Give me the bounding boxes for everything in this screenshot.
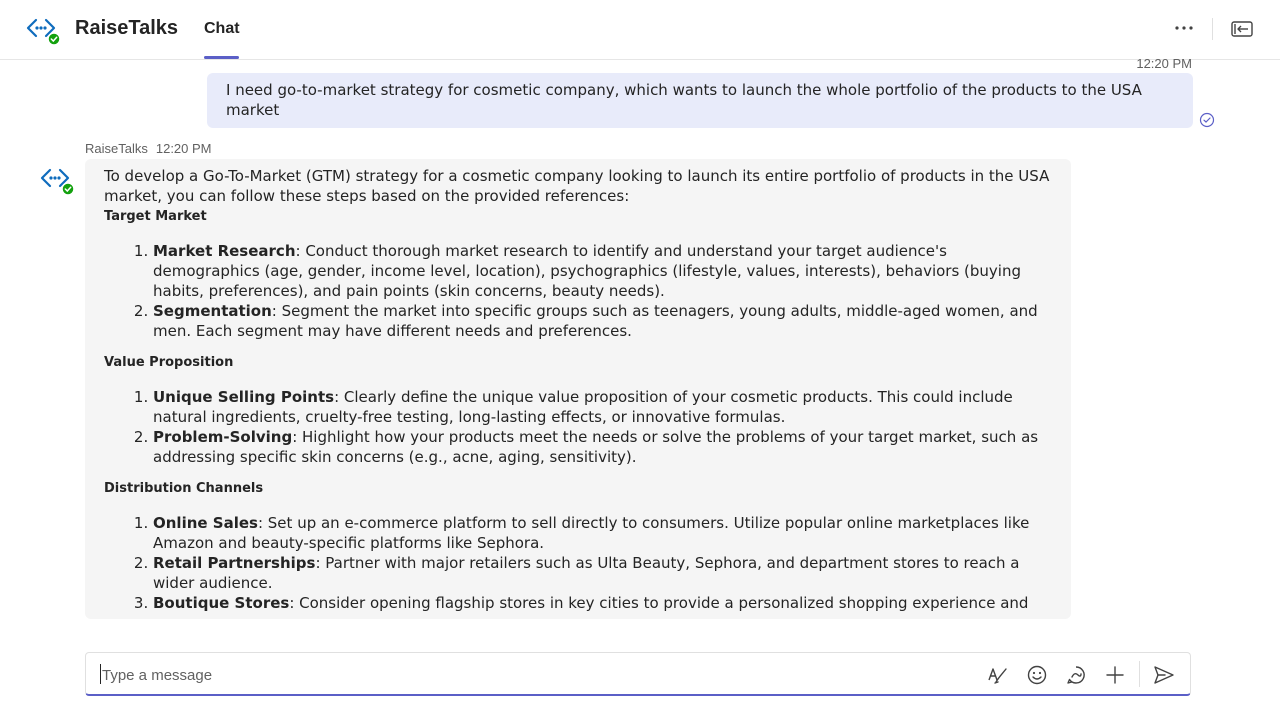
more-options-icon[interactable] (1172, 18, 1196, 38)
list-item-term: Unique Selling Points (153, 388, 335, 406)
pop-out-icon[interactable] (1230, 18, 1254, 40)
list-item-text: : Clearly define the unique value proposition of your cosmetic products. This could include natural ingredients, cruelty-free testing, long-lasting effects, or innovative formulas. (153, 388, 1013, 426)
bot-avatar-icon (40, 166, 76, 196)
message-composer (85, 652, 1191, 696)
list-item (153, 427, 1052, 467)
read-receipt-icon (1199, 112, 1215, 128)
add-icon[interactable] (1104, 665, 1126, 685)
bot-sender-name: RaiseTalks (85, 141, 148, 156)
list-item (153, 553, 1052, 593)
message-input[interactable] (100, 664, 964, 686)
list-item (153, 241, 1052, 301)
tab-chat[interactable]: Chat (204, 20, 240, 37)
app-header (0, 0, 1280, 60)
list-item (153, 301, 1052, 341)
list-item (153, 513, 1052, 553)
text-caret (100, 664, 101, 684)
list-item-term: Market Research (153, 242, 296, 260)
app-name: RaiseTalks (75, 17, 179, 39)
section-title: Target Market (104, 209, 207, 224)
list-item-term: Online Sales (153, 514, 258, 532)
send-icon[interactable] (1153, 665, 1175, 685)
bot-message-bubble (85, 159, 1071, 619)
list-item (153, 593, 1052, 613)
list-item-text: : Set up an e-commerce platform to sell directly to consumers. Utilize popular online marketplaces like Amazon and beauty-specific platforms like Sephora. (153, 514, 1030, 552)
section-list (104, 241, 1052, 341)
section-list (104, 387, 1052, 467)
bot-message-time: 12:20 PM (155, 141, 212, 156)
composer-divider (1139, 661, 1140, 687)
emoji-icon[interactable] (1026, 665, 1048, 685)
section-title: Distribution Channels (104, 481, 264, 496)
list-item-term: Retail Partnerships (153, 554, 316, 572)
list-item-term: Segmentation (153, 302, 272, 320)
bot-intro-text: To develop a Go-To-Market (GTM) strategy for a cosmetic company looking to launch its entire portfolio of products in the USA market, you can follow these steps based on the provided references: (104, 167, 1050, 205)
app-logo-icon (26, 16, 62, 46)
list-item-text: : Consider opening flagship stores in key cities to provide a personalized shopping experience and (289, 594, 1029, 612)
list-item-text: : Conduct thorough market research to identify and understand your target audience's demographics (age, gender, income level, location), psychographics (lifestyle, values, interests), behaviors (buying habits, preferences), and pain points (skin concerns, beauty needs). (153, 242, 1022, 300)
section-list (104, 513, 1052, 613)
user-message-time: 12:20 PM (1136, 56, 1192, 71)
loop-icon[interactable] (1065, 665, 1087, 685)
list-item-text: : Segment the market into specific groups such as teenagers, young adults, middle-aged women, and men. Each segment may have different needs and preferences. (153, 302, 1038, 340)
user-message-bubble: I need go-to-market strategy for cosmetic company, which wants to launch the whole portfolio of the products to the USA market (207, 73, 1193, 128)
section-title: Value Proposition (104, 355, 234, 370)
list-item-text: : Highlight how your products meet the needs or solve the problems of your target market, such as addressing specific skin concerns (e.g., acne, aging, sensitivity). (153, 428, 1039, 466)
list-item (153, 387, 1052, 427)
list-item-term: Boutique Stores (153, 594, 290, 612)
list-item-text: : Partner with major retailers such as Ulta Beauty, Sephora, and department stores to reach a wider audience. (153, 554, 1020, 592)
tab-active-indicator (204, 56, 239, 59)
list-item-term: Problem-Solving (153, 428, 293, 446)
header-divider (1212, 18, 1213, 40)
bot-message-meta (85, 141, 212, 156)
format-icon[interactable] (986, 665, 1008, 685)
